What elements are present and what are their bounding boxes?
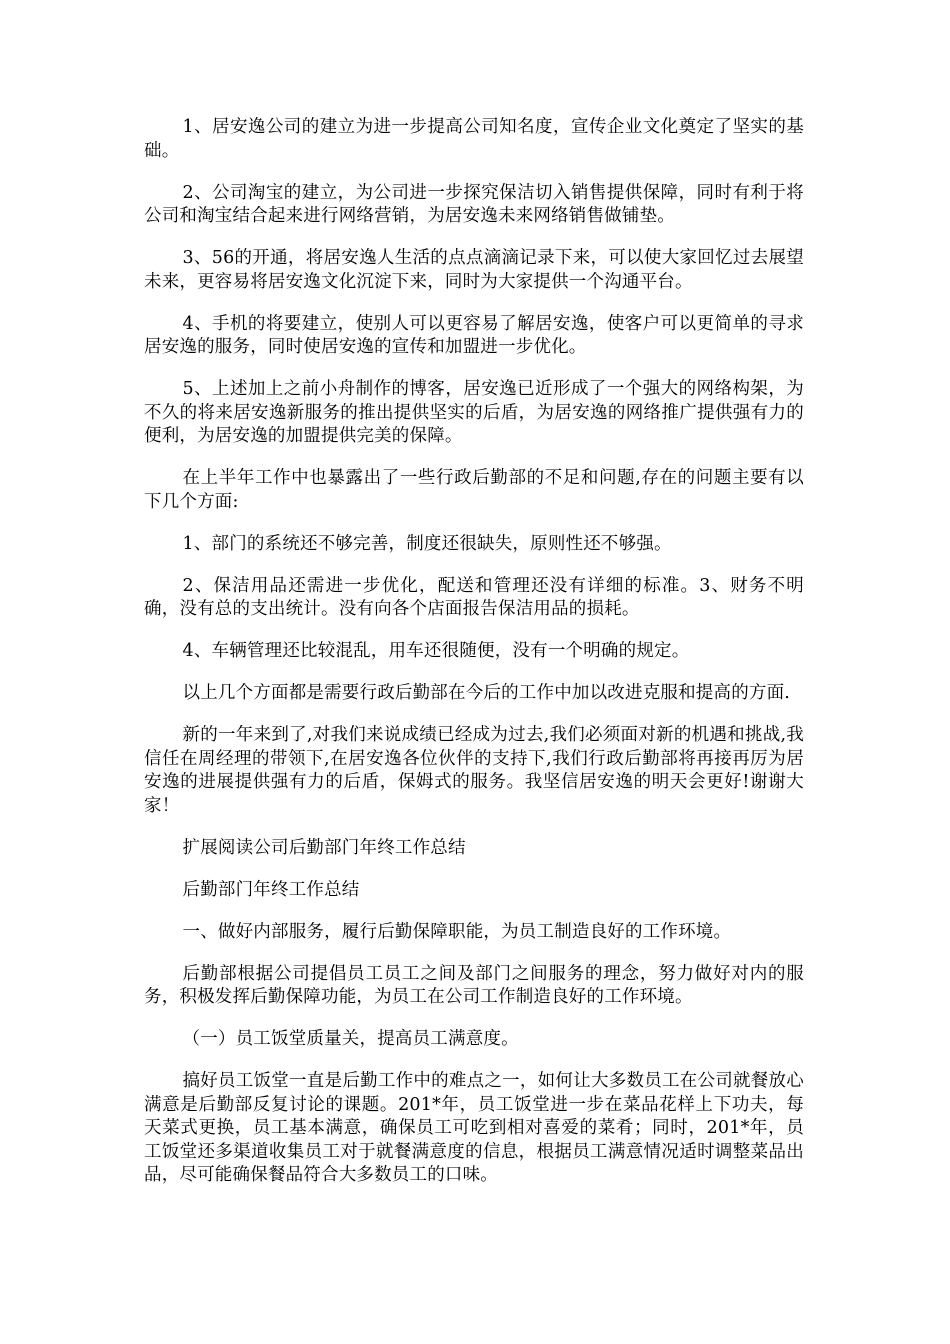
paragraph: 4、手机的将要建立，使别人可以更容易了解居安逸，使客户可以更简单的寻求居安逸的服务，同时使居安逸的宣传和加盟进一步优化。: [144, 313, 804, 357]
paragraph: 1、部门的系统还不够完善，制度还很缺失，原则性还不够强。: [182, 533, 672, 554]
paragraph: 在上半年工作中也暴露出了一些行政后勤部的不足和问题,存在的问题主要有以下几个方面:: [144, 468, 804, 512]
paragraph: 3、56的开通，将居安逸人生活的点点滴滴记录下来，可以使大家回忆过去展望未来，更容易将居安逸文化沉淀下来，同时为大家提供一个沟通平台。: [144, 248, 804, 292]
section-title: 扩展阅读公司后勤部门年终工作总结: [182, 837, 466, 858]
paragraph: 新的一年来到了,对我们来说成绩已经成为过去,我们必须面对新的机遇和挑战,我信任在周经理的带领下,在居安逸各位伙伴的支持下,我们行政后勤部将再接再厉为居安逸的进展提供强有力的后盾，保姆式的服务。我坚信居安逸的明天会更好!谢谢大家！: [144, 725, 804, 816]
paragraph: 4、车辆管理还比较混乱，用车还很随便，没有一个明确的规定。: [182, 641, 690, 661]
paragraph: 1、居安逸公司的建立为进一步提高公司知名度，宣传企业文化奠定了坚实的基础。: [144, 117, 804, 161]
paragraph: 5、上述加上之前小舟制作的博客，居安逸已近形成了一个强大的网络构架，为不久的将来居安逸新服务的推出提供坚实的后盾，为居安逸的网络推广提供强有力的便利，为居安逸的加盟提供完美的保障。: [144, 379, 804, 446]
paragraph: 2、保洁用品还需进一步优化，配送和管理还没有详细的标准。3、财务不明确，没有总的支出统计。没有向各个店面报告保洁用品的损耗。: [144, 575, 804, 619]
paragraph: 2、公司淘宝的建立，为公司进一步探究保洁切入销售提供保障，同时有利于将公司和淘宝结合起来进行网络营销，为居安逸未来网络销售做铺垫。: [144, 182, 804, 226]
section-heading: 一、做好内部服务，履行后勤保障职能，为员工制造良好的工作环境。: [182, 921, 732, 942]
section-title: 后勤部门年终工作总结: [182, 879, 360, 900]
paragraph: 以上几个方面都是需要行政后勤部在今后的工作中加以改进克服和提高的方面.: [182, 683, 791, 703]
paragraph: 后勤部根据公司提倡员工员工之间及部门之间服务的理念，努力做好对内的服务，积极发挥后勤保障功能，为员工在公司工作制造良好的工作环境。: [144, 963, 804, 1007]
paragraph: 搞好员工饭堂一直是后勤工作中的难点之一，如何让大多数员工在公司就餐放心满意是后勤部反复讨论的课题。201*年，员工饭堂进一步在菜品花样上下功夫，每天菜式更换，员工基本满意，确保员工可吃到相对喜爱的菜肴；同时，201*年，员工饭堂还多渠道收集员工对于就餐满意度的信息，根据员工满意情况适时调整菜品出品，尽可能确保餐品符合大多数员工的口味。: [144, 1071, 804, 1185]
document-body: [144, 116, 804, 1206]
subsection-heading: （一）员工饭堂质量关，提高员工满意度。: [182, 1029, 519, 1049]
